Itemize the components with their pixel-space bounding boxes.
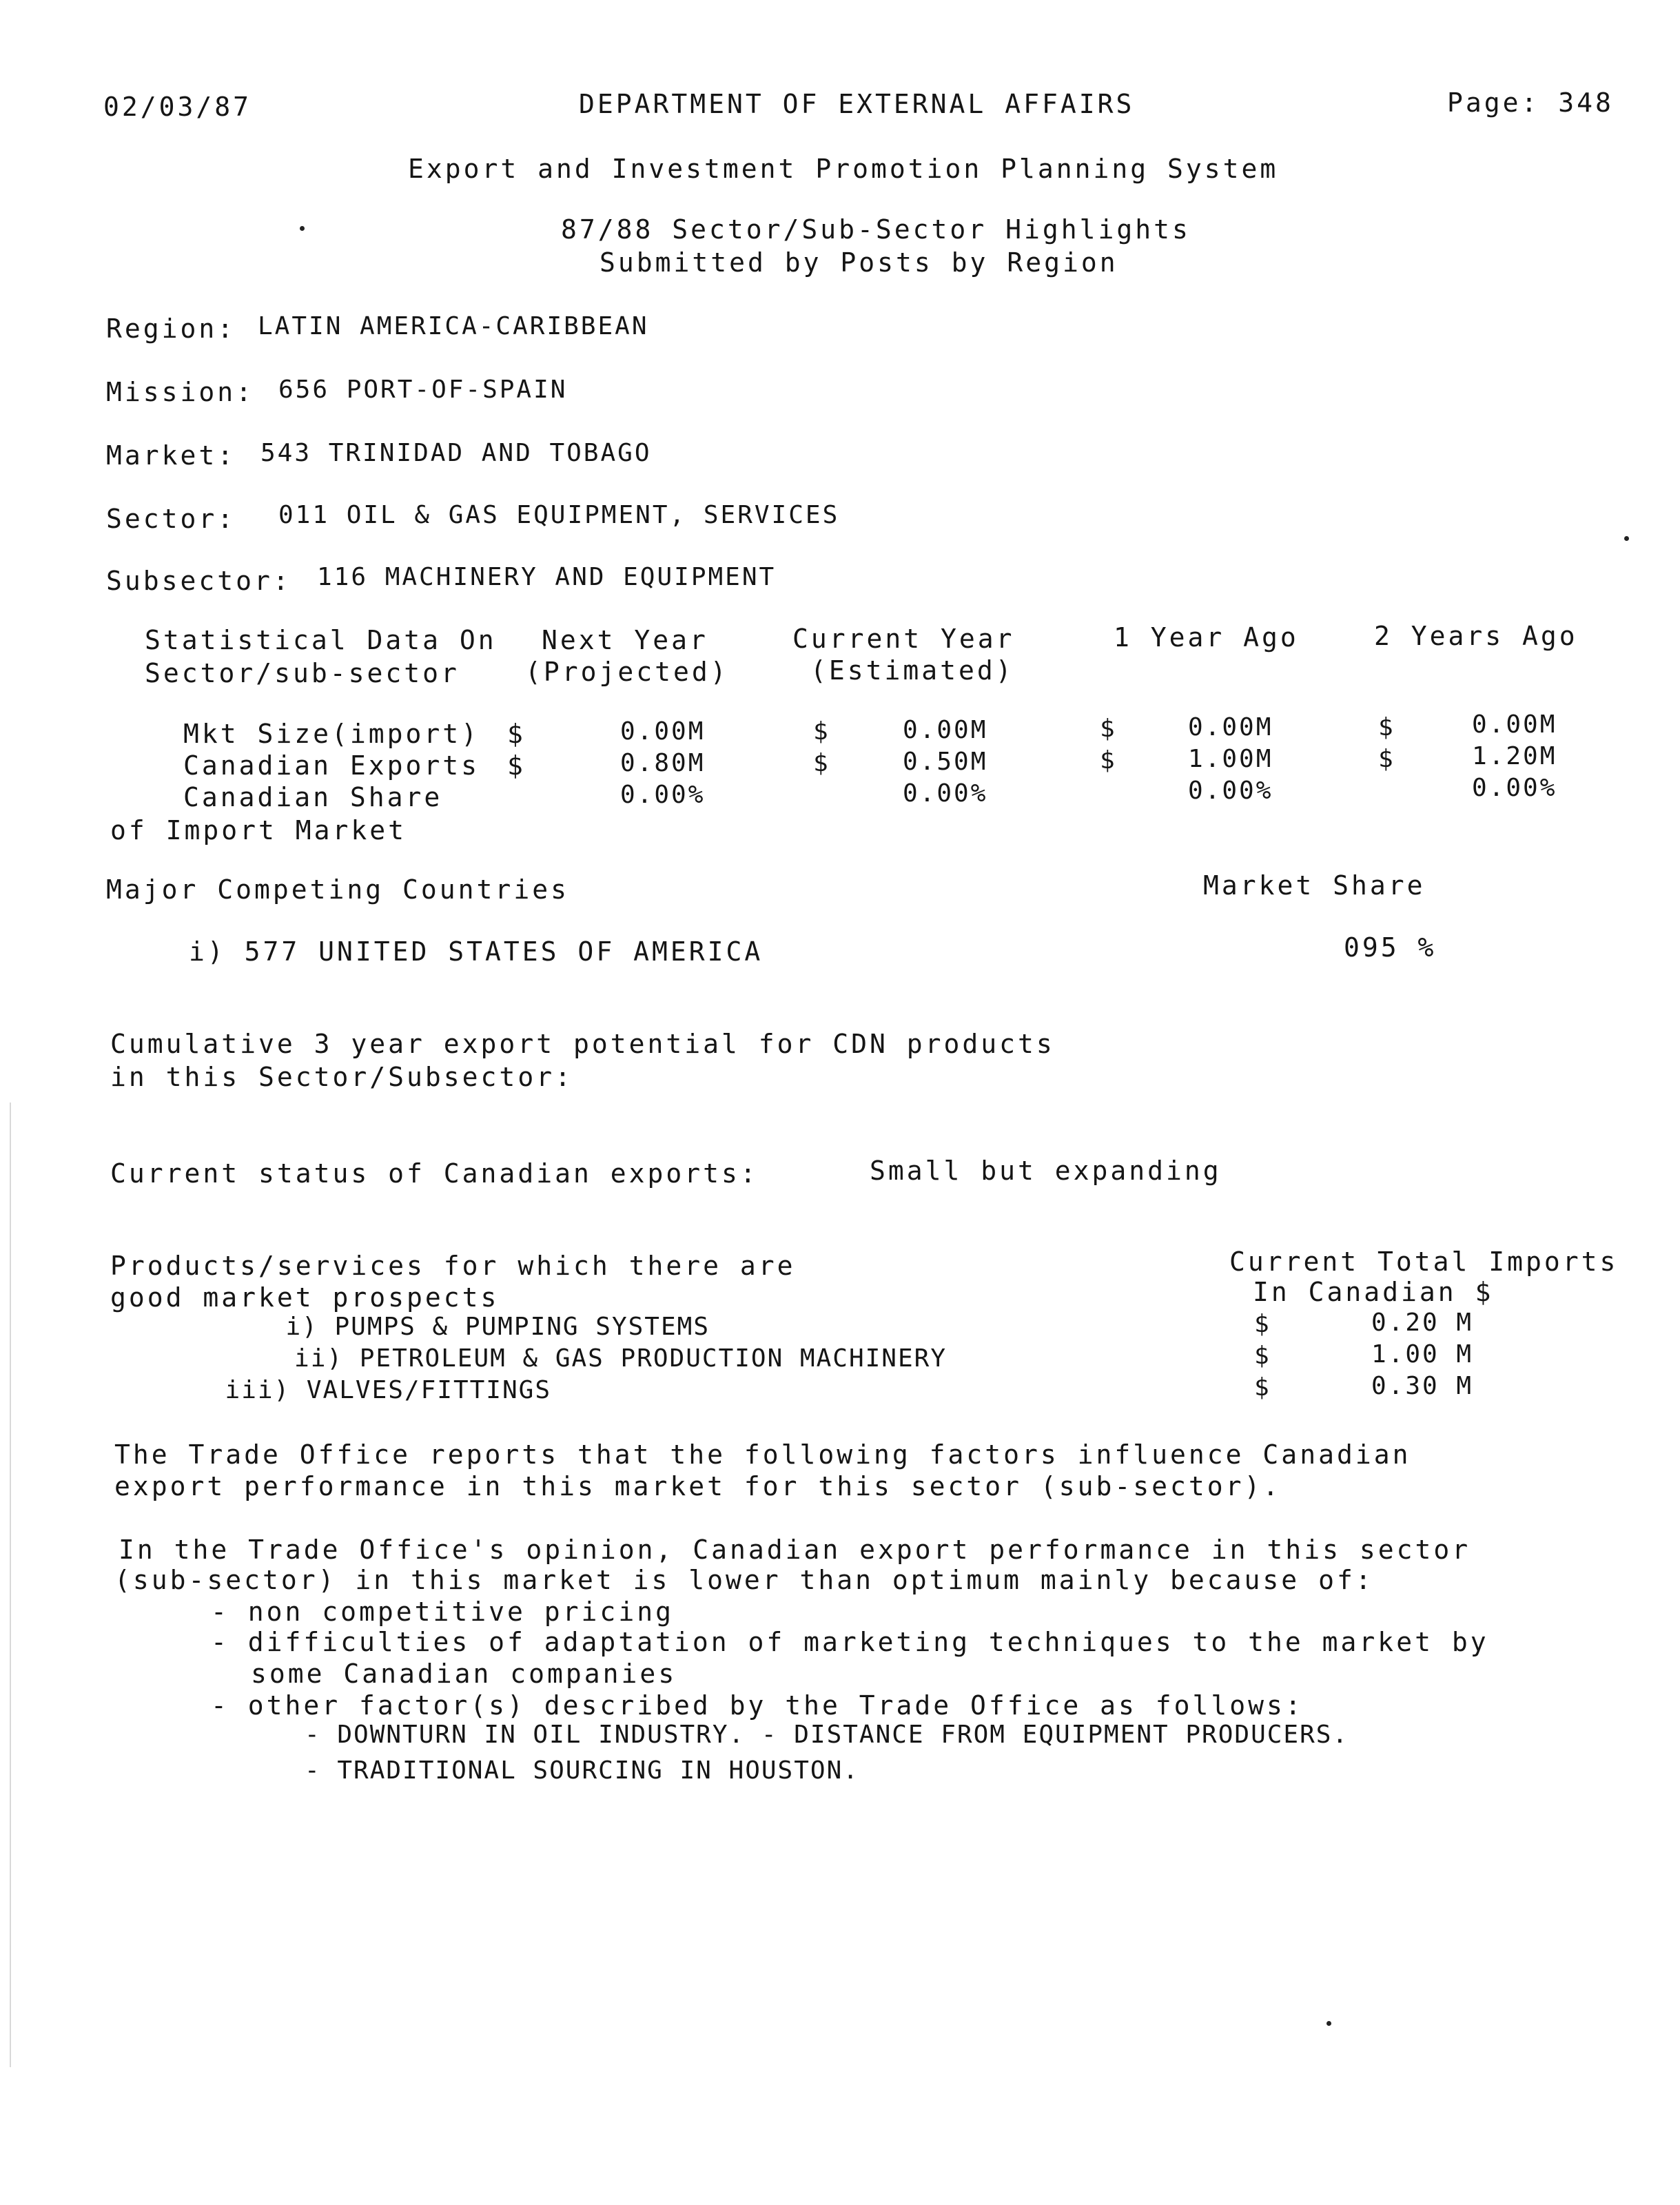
- subsector-value: 116 MACHINERY AND EQUIPMENT: [317, 563, 777, 591]
- col-header-current-year-sub: (Estimated): [810, 655, 1014, 686]
- col-header-1-year-ago: 1 Year Ago: [1114, 622, 1299, 653]
- subsector-label: Subsector:: [106, 566, 291, 596]
- stats-cell: 0.00%: [1472, 774, 1557, 802]
- factor-bullet: - other factor(s) described by the Trade Office as follows:: [211, 1690, 1304, 1721]
- stats-cell: 0.00%: [903, 779, 988, 808]
- col-header-2-years-ago: 2 Years Ago: [1374, 621, 1578, 651]
- mission-label: Mission:: [106, 377, 255, 407]
- stats-cell: 1.00M: [1188, 745, 1273, 773]
- prospect-item: ii) PETROLEUM & GAS PRODUCTION MACHINERY: [294, 1344, 947, 1373]
- currency-sign: $: [1100, 746, 1117, 775]
- imports-heading: Current Total Imports: [1229, 1247, 1619, 1277]
- mission-value: 656 PORT-OF-SPAIN: [278, 376, 568, 404]
- currency-sign: $: [1378, 713, 1395, 741]
- factors-intro: The Trade Office reports that the following factors influence Canadian: [114, 1439, 1411, 1470]
- scan-edge-line: [10, 1102, 11, 2067]
- imports-heading: In Canadian $: [1253, 1277, 1494, 1307]
- scan-speck: [300, 226, 305, 231]
- prospect-currency: $: [1254, 1373, 1271, 1402]
- stats-cell: 1.20M: [1472, 742, 1557, 770]
- competitor-share: 095 %: [1344, 932, 1437, 963]
- currency-sign: $: [813, 749, 830, 777]
- stats-cell: 0.00M: [1472, 710, 1557, 739]
- stats-header-label: Statistical Data On: [145, 625, 497, 655]
- scan-speck: [1624, 536, 1629, 541]
- prospects-heading: Products/services for which there are: [110, 1251, 796, 1281]
- stats-row-label: Canadian Share: [183, 782, 443, 812]
- department-title: DEPARTMENT OF EXTERNAL AFFAIRS: [579, 89, 1135, 119]
- stats-row-label: Canadian Exports: [183, 750, 480, 781]
- currency-sign: $: [813, 717, 830, 746]
- report-title: 87/88 Sector/Sub-Sector Highlights: [561, 214, 1191, 245]
- currency-sign: $: [507, 719, 526, 749]
- prospect-currency: $: [1254, 1342, 1271, 1370]
- market-share-heading: Market Share: [1203, 870, 1426, 901]
- status-value: Small but expanding: [870, 1156, 1222, 1186]
- stats-cell: 0.00%: [1188, 777, 1273, 805]
- stats-cell: 0.80M: [620, 749, 706, 777]
- currency-sign: $: [1378, 745, 1395, 773]
- prospect-item: iii) VALVES/FITTINGS: [225, 1376, 551, 1404]
- col-header-next-year-sub: (Projected): [525, 657, 729, 687]
- page-number: Page: 348: [1447, 88, 1614, 118]
- submitted-by: Submitted by Posts by Region: [600, 247, 1118, 278]
- factor-bullet: - difficulties of adaptation of marketing techniques to the market by: [211, 1627, 1489, 1657]
- other-factor: - DOWNTURN IN OIL INDUSTRY. - DISTANCE FROM EQUIPMENT PRODUCERS.: [305, 1721, 1349, 1749]
- potential-text: Cumulative 3 year export potential for CDN products: [110, 1029, 1055, 1059]
- status-label: Current status of Canadian exports:: [110, 1158, 759, 1189]
- prospects-heading: good market prospects: [110, 1282, 500, 1313]
- competitors-heading: Major Competing Countries: [106, 874, 569, 905]
- prospect-amount: 0.20 M: [1371, 1309, 1474, 1337]
- stats-cell: 0.00M: [620, 717, 706, 746]
- stats-row-label: Mkt Size(import): [183, 719, 480, 749]
- potential-text: in this Sector/Subsector:: [110, 1062, 573, 1092]
- factors-opinion: In the Trade Office's opinion, Canadian export performance in this sector: [119, 1535, 1471, 1565]
- prospect-amount: 0.30 M: [1371, 1372, 1474, 1400]
- col-header-next-year: Next Year: [542, 625, 708, 655]
- competitor-name: i) 577 UNITED STATES OF AMERICA: [189, 936, 764, 967]
- system-title: Export and Investment Promotion Planning System: [408, 154, 1279, 184]
- stats-header-label: Sector/sub-sector: [145, 658, 460, 688]
- stats-cell: 0.00M: [1188, 713, 1273, 741]
- region-label: Region:: [106, 314, 236, 344]
- other-factor: - TRADITIONAL SOURCING IN HOUSTON.: [305, 1756, 859, 1785]
- prospect-currency: $: [1254, 1310, 1271, 1338]
- currency-sign: $: [507, 750, 526, 781]
- market-label: Market:: [106, 440, 236, 471]
- market-value: 543 TRINIDAD AND TOBAGO: [260, 439, 652, 467]
- region-value: LATIN AMERICA-CARIBBEAN: [258, 312, 649, 340]
- factors-intro: export performance in this market for this sector (sub-sector).: [114, 1471, 1282, 1501]
- stats-row-suffix: of Import Market: [110, 815, 407, 845]
- col-header-current-year: Current Year: [792, 624, 1015, 654]
- stats-cell: 0.00M: [903, 716, 988, 744]
- currency-sign: $: [1100, 715, 1117, 743]
- report-date: 02/03/87: [103, 92, 252, 122]
- sector-value: 011 OIL & GAS EQUIPMENT, SERVICES: [278, 501, 840, 529]
- factor-bullet: - non competitive pricing: [211, 1597, 674, 1627]
- factors-opinion: (sub-sector) in this market is lower than optimum mainly because of:: [114, 1565, 1374, 1595]
- factor-bullet-continued: some Canadian companies: [251, 1659, 677, 1689]
- prospect-item: i) PUMPS & PUMPING SYSTEMS: [285, 1313, 710, 1341]
- stats-cell: 0.50M: [903, 748, 988, 776]
- stats-cell: 0.00%: [620, 781, 706, 809]
- sector-label: Sector:: [106, 504, 236, 534]
- scan-speck: [1326, 2021, 1331, 2026]
- prospect-amount: 1.00 M: [1371, 1340, 1474, 1368]
